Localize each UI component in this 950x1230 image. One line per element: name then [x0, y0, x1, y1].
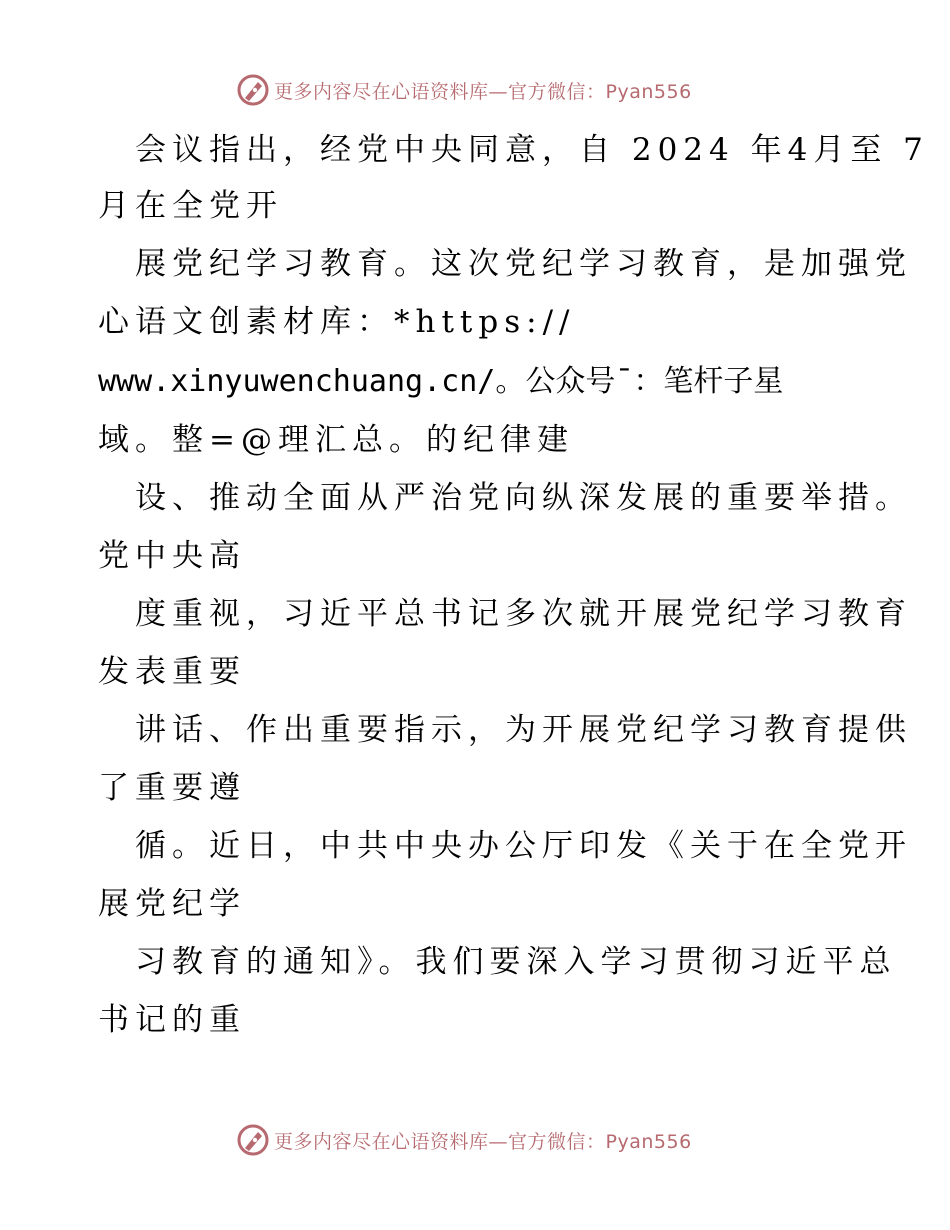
- header-banner: [236, 72, 692, 108]
- body-line: 党中央高: [98, 538, 246, 574]
- pen-nib-circle-icon: [236, 1123, 270, 1157]
- pen-nib-circle-icon: [236, 73, 270, 107]
- body-line: 域。整=@理汇总。的纪律建: [98, 422, 574, 458]
- body-line: 了重要遵: [98, 770, 246, 806]
- body-line: 会议指出，经党中央同意，自 2024 年4月至 7: [135, 132, 929, 168]
- body-line: 习教育的通知》。我们要深入学习贯彻习近平总: [135, 944, 897, 980]
- body-line: 月在全党开: [98, 188, 283, 224]
- body-line: 度重视，习近平总书记多次就开展党纪学习教育: [135, 596, 912, 632]
- body-line: 书记的重: [98, 1002, 246, 1038]
- header-banner-text: 更多内容尽在心语资料库—官方微信：Pyan556: [274, 80, 692, 103]
- body-line: 心语文创素材库：*https://: [98, 304, 576, 340]
- body-line: 展党纪学习教育。这次党纪学习教育，是加强党: [135, 246, 912, 282]
- body-line: 展党纪学: [98, 886, 246, 922]
- body-line: 循。近日，中共中央办公厅印发《关于在全党开: [135, 828, 912, 864]
- footer-banner: [236, 1122, 692, 1158]
- body-line: 发表重要: [98, 654, 246, 690]
- body-line: 设、推动全面从严治党向纵深发展的重要举措。: [135, 480, 912, 516]
- body-line: www.xinyuwenchuang.cn/。公众号¯：笔杆子星: [98, 364, 784, 399]
- header-wechat-id: Pyan556: [605, 80, 692, 103]
- footer-wechat-id: Pyan556: [605, 1130, 692, 1153]
- footer-banner-text: 更多内容尽在心语资料库—官方微信：Pyan556: [274, 1130, 692, 1153]
- body-line: 讲话、作出重要指示，为开展党纪学习教育提供: [135, 712, 912, 748]
